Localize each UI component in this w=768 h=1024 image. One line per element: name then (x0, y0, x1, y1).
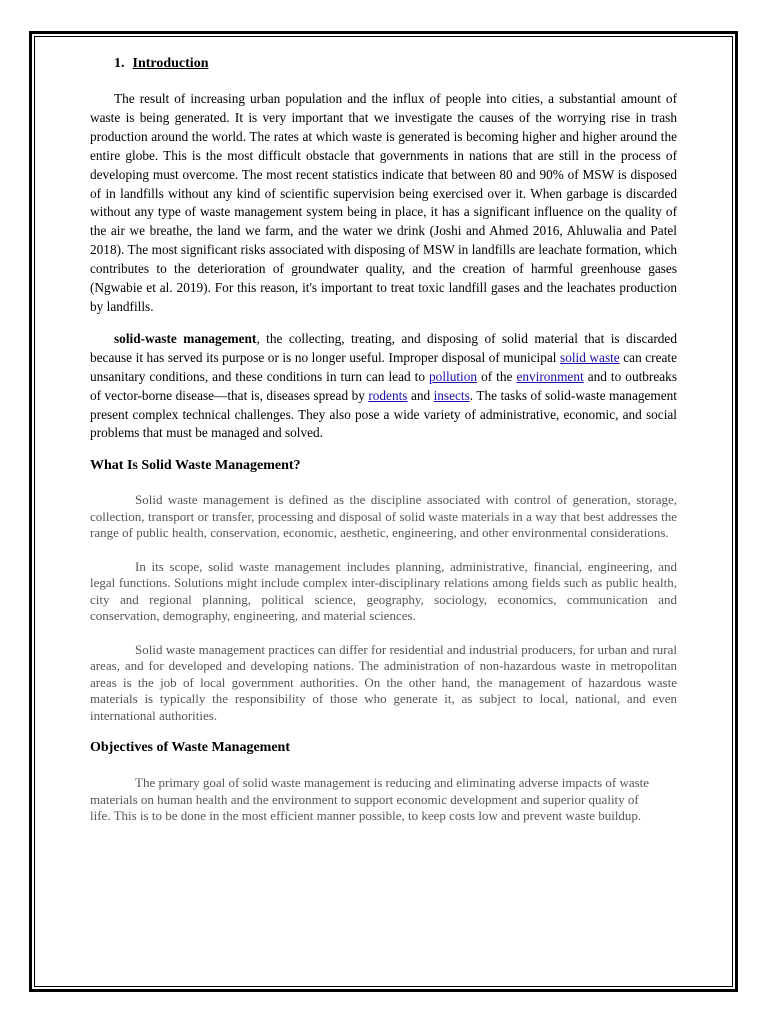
swm-term: solid-waste management (114, 330, 257, 346)
intro-paragraph: The result of increasing urban population and the influx of people into cities, a substantial amount of waste is being generated. It is very important that we investigate the causes of the worrying rise in trash production around the world. The rates at which waste is generated is becoming higher and higher around the entire globe. This is the most difficult obstacle that governments in nations that are still in the process of developing must overcome. The most recent statistics indicate that between 80 and 90% of MSW is disposed of in landfills without any kind of scientific supervision being exercised over it. When garbage is discarded without any type of waste management system being in place, it has a significant influence on the quality of the air we breathe, the land we farm, and the water we drink (Joshi and Ahmed 2016, Ahluwalia and Patel 2018). The most significant risks associated with disposing of MSW in landfills are leachate formation, which contributes to the deterioration of groundwater quality, and the creation of harmful greenhouse gases (Ngwabie et al. 2019). For this reason, it's important to treat toxic landfill gases and the leachates production by landfills. (90, 91, 677, 314)
swm-text-6: . The tasks of solid-waste management present complex technical challenges. They also pose a wide variety of administrative, economic, and social problems that must be managed and solved. (90, 387, 677, 441)
objectives-paragraph: The primary goal of solid waste management is reducing and eliminating adverse impacts of waste materials on human health and the environment to support economic development and superior quality of life. This is to be done in the most efficient manner possible, to keep costs low and prevent waste buildup. (90, 775, 650, 824)
pollution-link[interactable]: pollution (429, 368, 478, 384)
section-heading (114, 55, 677, 73)
environment-link[interactable]: environment (516, 368, 584, 384)
what-is-paragraph-2: In its scope, solid waste management includes planning, administrative, financial, engineering, and legal functions. Solutions might include complex inter-disciplinary relations among fields such as public health, city and regional planning, political science, geography, sociology, economics, communication and conservation, demography, engineering, and material sciences. (90, 558, 677, 624)
swm-text-5: and (407, 387, 434, 403)
swm-text-3: of the (477, 368, 517, 384)
document-body (90, 55, 677, 825)
rodents-link[interactable]: rodents (368, 387, 408, 403)
what-is-heading: What Is Solid Waste Management? (90, 458, 301, 474)
swm-text-4: and to outbreaks of vector-borne disease—that is, diseases spread by (90, 368, 677, 403)
section-number: 1. (114, 56, 125, 71)
section-title: Introduction (132, 56, 209, 71)
objectives-heading: Objectives of Waste Management (90, 740, 290, 756)
what-is-paragraph-1: Solid waste management is defined as the discipline associated with control of generation, storage, collection, transport or transfer, processing and disposal of solid waste materials in a way that best addresses the range of public health, conservation, economic, aesthetic, engineering, and other environmental considerations. (90, 492, 677, 541)
what-is-paragraph-3: Solid waste management practices can differ for residential and industrial producers, for urban and rural areas, and for developed and developing nations. The administration of non-hazardous waste in metropolitan areas is the job of local government authorities. On the other hand, the management of hazardous waste materials is typically the responsibility of those who generate it, as subject to local, national, and even international authorities. (90, 641, 677, 723)
swm-definition-paragraph (90, 330, 677, 443)
swm-text-1: , the collecting, treating, and disposing of solid material that is discarded because it has served its purpose or is no longer useful. Improper disposal of municipal (90, 330, 677, 365)
insects-link[interactable]: insects (433, 387, 470, 403)
solid-waste-link[interactable]: solid waste (560, 349, 620, 365)
swm-text-2: can create unsanitary conditions, and these conditions in turn can lead to (90, 349, 677, 384)
